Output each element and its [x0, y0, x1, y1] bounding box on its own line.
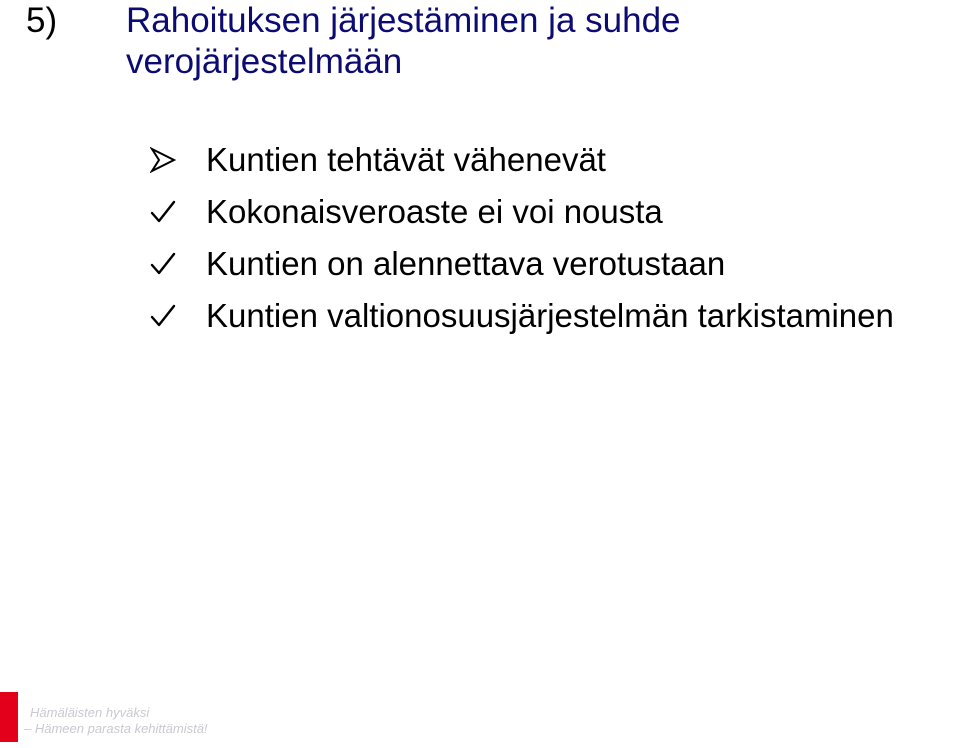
- checkmark-icon: [150, 300, 206, 332]
- bullet-item: [150, 290, 960, 342]
- bullet-list: [150, 134, 960, 342]
- bullet-text: Kuntien valtionosuusjärjestelmän tarkistaminen: [206, 297, 894, 334]
- slide-number: 5): [26, 1, 58, 40]
- footer-slogan-line1: Hämäläisten hyväksi: [30, 705, 150, 720]
- bullet-text: Kuntien tehtävät vähenevät: [206, 141, 606, 178]
- arrowhead-icon: [150, 144, 206, 176]
- checkmark-icon: [150, 248, 206, 280]
- checkmark-icon: [150, 196, 206, 228]
- brand-mark: [0, 692, 18, 742]
- footer: [0, 692, 300, 748]
- bullet-text: Kokonaisveroaste ei voi nousta: [206, 193, 663, 230]
- footer-slogan-line2: – Hämeen parasta kehittämistä!: [24, 721, 208, 736]
- bullet-item: [150, 186, 960, 238]
- bullet-item: [150, 134, 960, 186]
- bullet-text: Kuntien on alennettava verotustaan: [206, 245, 726, 282]
- slide-title: Rahoituksen järjestäminen ja suhde verojärjestelmään: [126, 1, 681, 81]
- bullet-item: [150, 238, 960, 290]
